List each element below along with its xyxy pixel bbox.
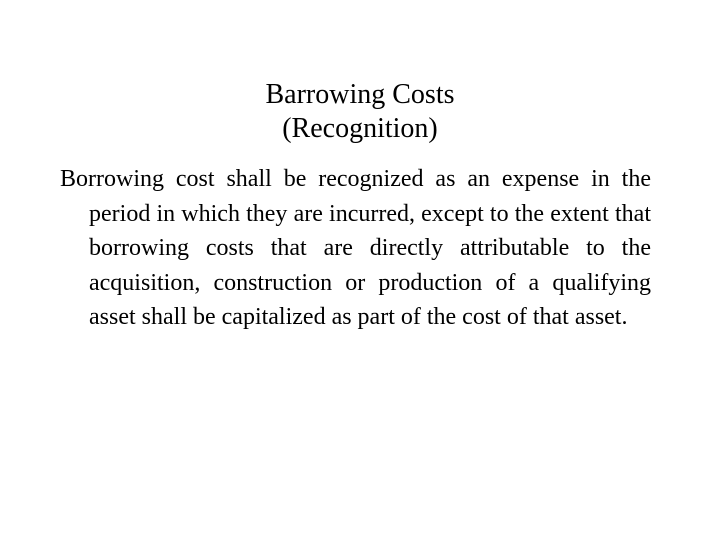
title-line-2: (Recognition) — [282, 113, 438, 144]
body-paragraph: Borrowing cost shall be recognized as an expense in the period in which they are incurred, except to the extent that borrowing costs that are directly attributable to the acquisition, construction or production of a qualifying asset shall be capitalized as part of the cost of that asset. — [60, 166, 651, 330]
title-line-1: Barrowing Costs — [265, 79, 455, 110]
slide-title — [0, 78, 720, 146]
